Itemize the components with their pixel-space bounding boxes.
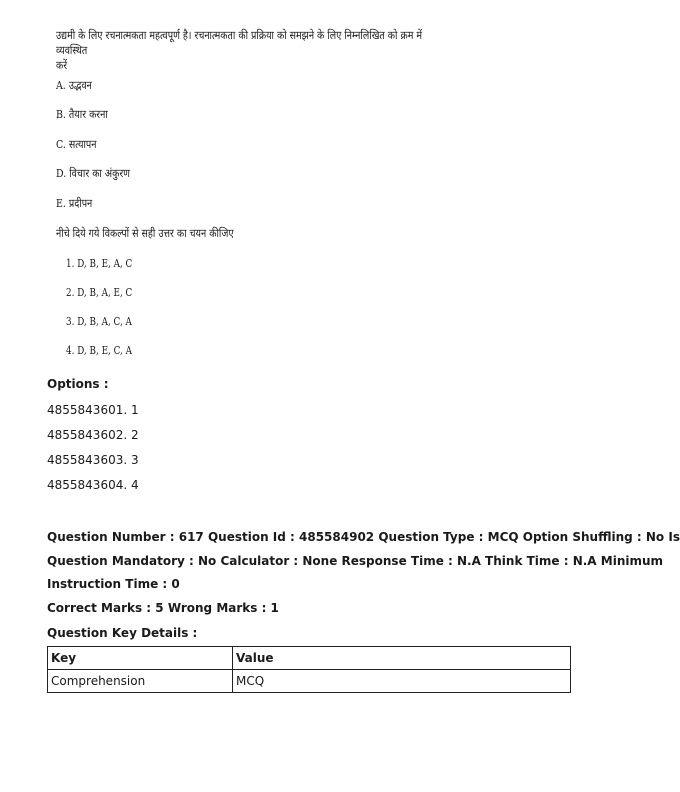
- table-header-row: [48, 647, 571, 670]
- statement-label: D.: [56, 166, 67, 180]
- statement-text: सत्यापन: [68, 137, 97, 151]
- question-meta-line-2: Question Mandatory : No Calculator : None Response Time : N.A Think Time : N.A Minimum: [47, 554, 664, 568]
- statement-text: उद्भवन: [68, 78, 92, 92]
- choice-2: 2. D, B, A, E, C: [66, 286, 133, 299]
- statement-text: तैयार करना: [68, 107, 108, 121]
- statement-a: [56, 78, 92, 93]
- question-meta-line-3: Instruction Time : 0: [47, 577, 180, 591]
- statement-label: B.: [56, 107, 66, 121]
- marks-line: Correct Marks : 5 Wrong Marks : 1: [47, 601, 279, 615]
- table-row: [48, 670, 571, 693]
- statement-label: E.: [56, 196, 66, 210]
- statement-c: [56, 137, 96, 152]
- question-instruction: नीचे दिये गये विकल्पों से सही उत्तर का चयन कीजिए: [56, 226, 234, 240]
- choice-1: 1. D, B, E, A, C: [66, 257, 133, 270]
- question-text-line-1: उद्यमी के लिए रचनात्मकता महत्वपूर्ण है। रचनात्मकता की प्रक्रिया को समझने के लिए निम्नलिखित को क्रम में व्यवस्थित: [56, 28, 422, 57]
- option-item-1: 4855843601. 1: [47, 403, 139, 417]
- choice-4: 4. D, B, E, C, A: [66, 344, 132, 357]
- statement-label: C.: [56, 137, 66, 151]
- statement-b: [56, 107, 108, 122]
- key-details-title: Question Key Details :: [47, 626, 198, 640]
- question-text-block: [56, 28, 476, 73]
- statement-text: प्रदीपन: [68, 196, 93, 210]
- option-item-2: 4855843602. 2: [47, 428, 139, 442]
- question-meta-line-1: Question Number : 617 Question Id : 485584902 Question Type : MCQ Option Shuffling : No Is: [47, 530, 680, 544]
- statement-label: A.: [56, 78, 66, 92]
- statement-text: विचार का अंकुरण: [69, 166, 131, 180]
- choice-3: 3. D, B, A, C, A: [66, 315, 132, 328]
- cell-value: MCQ: [233, 670, 571, 693]
- statement-d: [56, 166, 130, 181]
- statement-e: [56, 196, 92, 211]
- header-value: Value: [233, 647, 571, 670]
- cell-key: Comprehension: [48, 670, 233, 693]
- options-title: Options :: [47, 377, 109, 391]
- header-key: Key: [48, 647, 233, 670]
- option-item-4: 4855843604. 4: [47, 478, 139, 492]
- question-text-line-2: करें: [56, 58, 68, 72]
- option-item-3: 4855843603. 3: [47, 453, 139, 467]
- key-details-table: [47, 646, 571, 693]
